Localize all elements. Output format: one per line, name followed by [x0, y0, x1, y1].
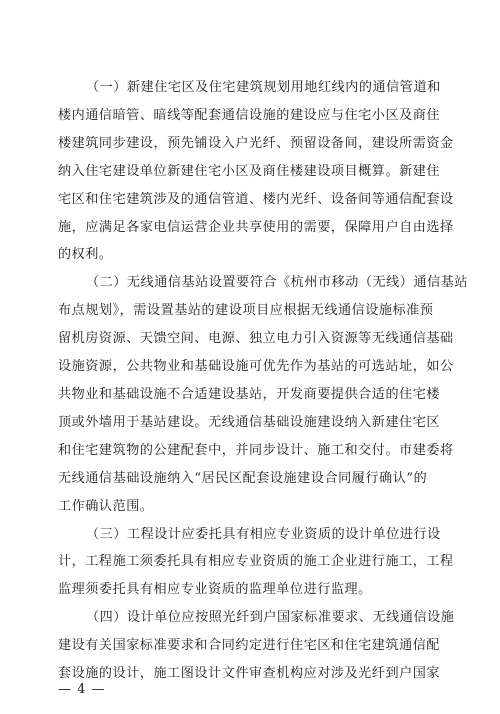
- text-line: 楼内通信暗管、暗线等配套通信设施的建设应与住宅小区及商住: [58, 107, 441, 123]
- text-line: （三）工程设计应委托具有相应专业资质的设计单位进行设: [86, 526, 441, 542]
- text-line: 工作确认范围。: [58, 498, 154, 514]
- text-line: （二）无线通信基站设置要符合《杭州市移动（无线）通信基站: [86, 275, 469, 291]
- text-line: （一）新建住宅区及住宅建筑规划用地红线内的通信管道和: [86, 80, 441, 95]
- text-line: 设施资源，公共物业和基础设施可优先作为基站的可选站址，如公: [58, 359, 454, 374]
- page-number: — 4 —: [58, 682, 106, 697]
- text-line: 宅区和住宅建筑涉及的通信管道、楼内光纤、设备间等通信配套设: [58, 191, 454, 207]
- text-line: 纳入住宅建设单位新建住宅小区及商住楼建设项目概算。新建住: [58, 163, 441, 179]
- text-line: 计，工程施工须委托具有相应专业资质的施工企业进行施工，工程: [58, 554, 454, 570]
- text-line: 共物业和基础设施不合适建设基站，开发商要提供合适的住宅楼: [58, 387, 441, 402]
- text-line: 楼建筑同步建设，预先铺设入户光纤、预留设备间，建设所需资金: [58, 135, 454, 151]
- text-line: （四）设计单位应按照光纤到户国家标准要求、无线通信设施: [86, 610, 455, 626]
- text-line: 留机房资源、天馈空间、电源、独立电力引入资源等无线通信基础: [58, 331, 454, 347]
- text-line: 监理须委托具有相应专业资质的监理单位进行监理。: [58, 582, 372, 598]
- text-line: 顶或外墙用于基站建设。无线通信基础设施建设纳入新建住宅区: [58, 414, 441, 430]
- text-line: 套设施的设计，施工图设计文件审查机构应对涉及光纤到户国家: [58, 666, 441, 681]
- text-line: 施，应满足各家电信运营企业共享使用的需要，保障用户自由选择: [58, 219, 454, 235]
- text-line: 无线通信基础设施纳入“居民区配套设施建设合同履行确认”的: [58, 470, 428, 486]
- text-line: 的权利。: [58, 247, 113, 263]
- text-line: 建设有关国家标准要求和合同约定进行住宅区和住宅建筑通信配: [58, 638, 441, 654]
- text-line: 和住宅建筑物的公建配套中，并同步设计、施工和交付。市建委将: [58, 442, 454, 458]
- text-line: 布点规划》，需设置基站的建设项目应根据无线通信设施标准预: [58, 303, 434, 319]
